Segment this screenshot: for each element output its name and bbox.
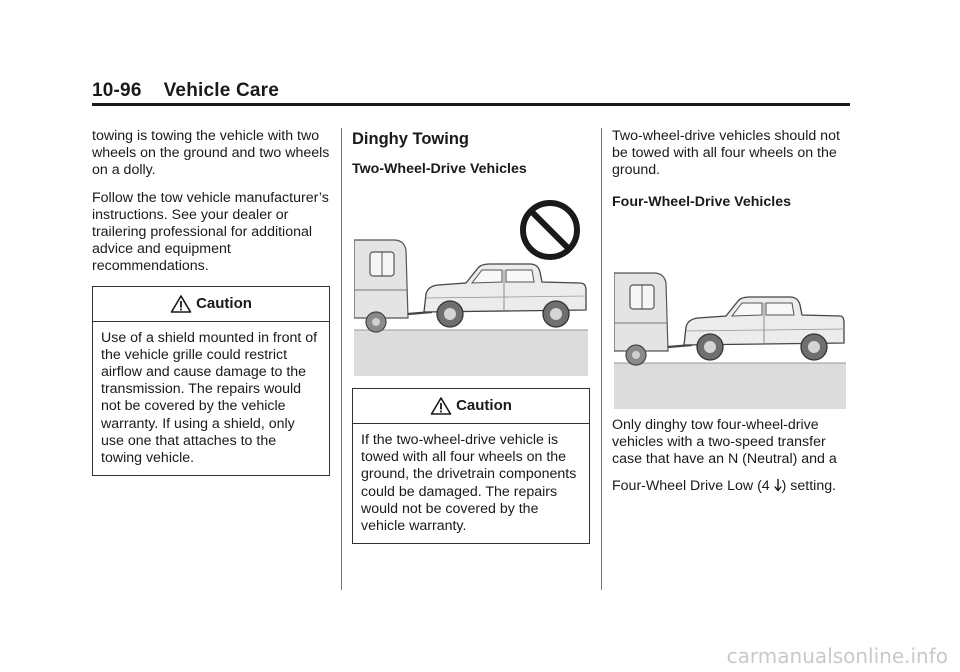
column-2: [352, 129, 592, 544]
page-header: [92, 80, 279, 102]
header-rule: [92, 103, 850, 106]
column-divider: [341, 128, 342, 590]
caution-text: Use of a shield mounted in front of the vehicle grille could restrict airflow and cause damage to the transmission. The repairs would not be covered by the vehicle warranty. If using a shield, only use one that attaches to the towing vehicle.: [101, 329, 318, 467]
caution-header: [93, 287, 329, 322]
section-heading: Dinghy Towing: [352, 130, 470, 148]
caution-header: [353, 389, 589, 424]
watermark: carmanualsonline.info: [726, 644, 948, 668]
caution-text: If the two-wheel-drive vehicle is towed with all four wheels on the ground, the drivetrain components could be damaged. The repairs would not be covered by the vehicle warranty.: [361, 432, 577, 535]
caution-box: [352, 388, 590, 544]
paragraph: Follow the tow vehicle manufacturer’s instructions. See your dealer or trailering professional for additional advice and equipment recommendations.: [92, 189, 329, 275]
column-3: [612, 128, 852, 505]
four-wheel-low-icon: [774, 478, 782, 492]
subheading: Two-Wheel-Drive Vehicles: [352, 161, 527, 177]
caution-label: Caution: [456, 397, 512, 415]
subheading: Four-Wheel-Drive Vehicles: [612, 193, 791, 210]
no-symbol-icon: [523, 203, 577, 257]
four-wheel-drive-towing-illustration: [614, 223, 846, 409]
text-suffix: ) setting.: [781, 478, 837, 495]
paragraph: Two-wheel-drive vehicles should not be towed with all four wheels on the ground.: [612, 128, 840, 179]
caution-box: [92, 286, 330, 477]
caution-label: Caution: [196, 295, 252, 313]
column-1: [92, 128, 332, 476]
text-prefix: Four-Wheel Drive Low (4: [612, 478, 774, 495]
paragraph: Only dinghy tow four-wheel-drive vehicles with a two-speed transfer case that have an N (Neutral) and a: [612, 416, 837, 468]
two-wheel-drive-towing-illustration: [354, 190, 588, 376]
paragraph: towing is towing the vehicle with two wheels on the ground and two wheels on a dolly.: [92, 128, 330, 179]
caution-triangle-icon: [170, 294, 192, 314]
paragraph: [612, 478, 852, 495]
page-number: 10-96: [92, 80, 142, 101]
column-divider: [601, 128, 602, 590]
section-title: Vehicle Care: [163, 80, 280, 101]
caution-triangle-icon: [430, 396, 452, 416]
